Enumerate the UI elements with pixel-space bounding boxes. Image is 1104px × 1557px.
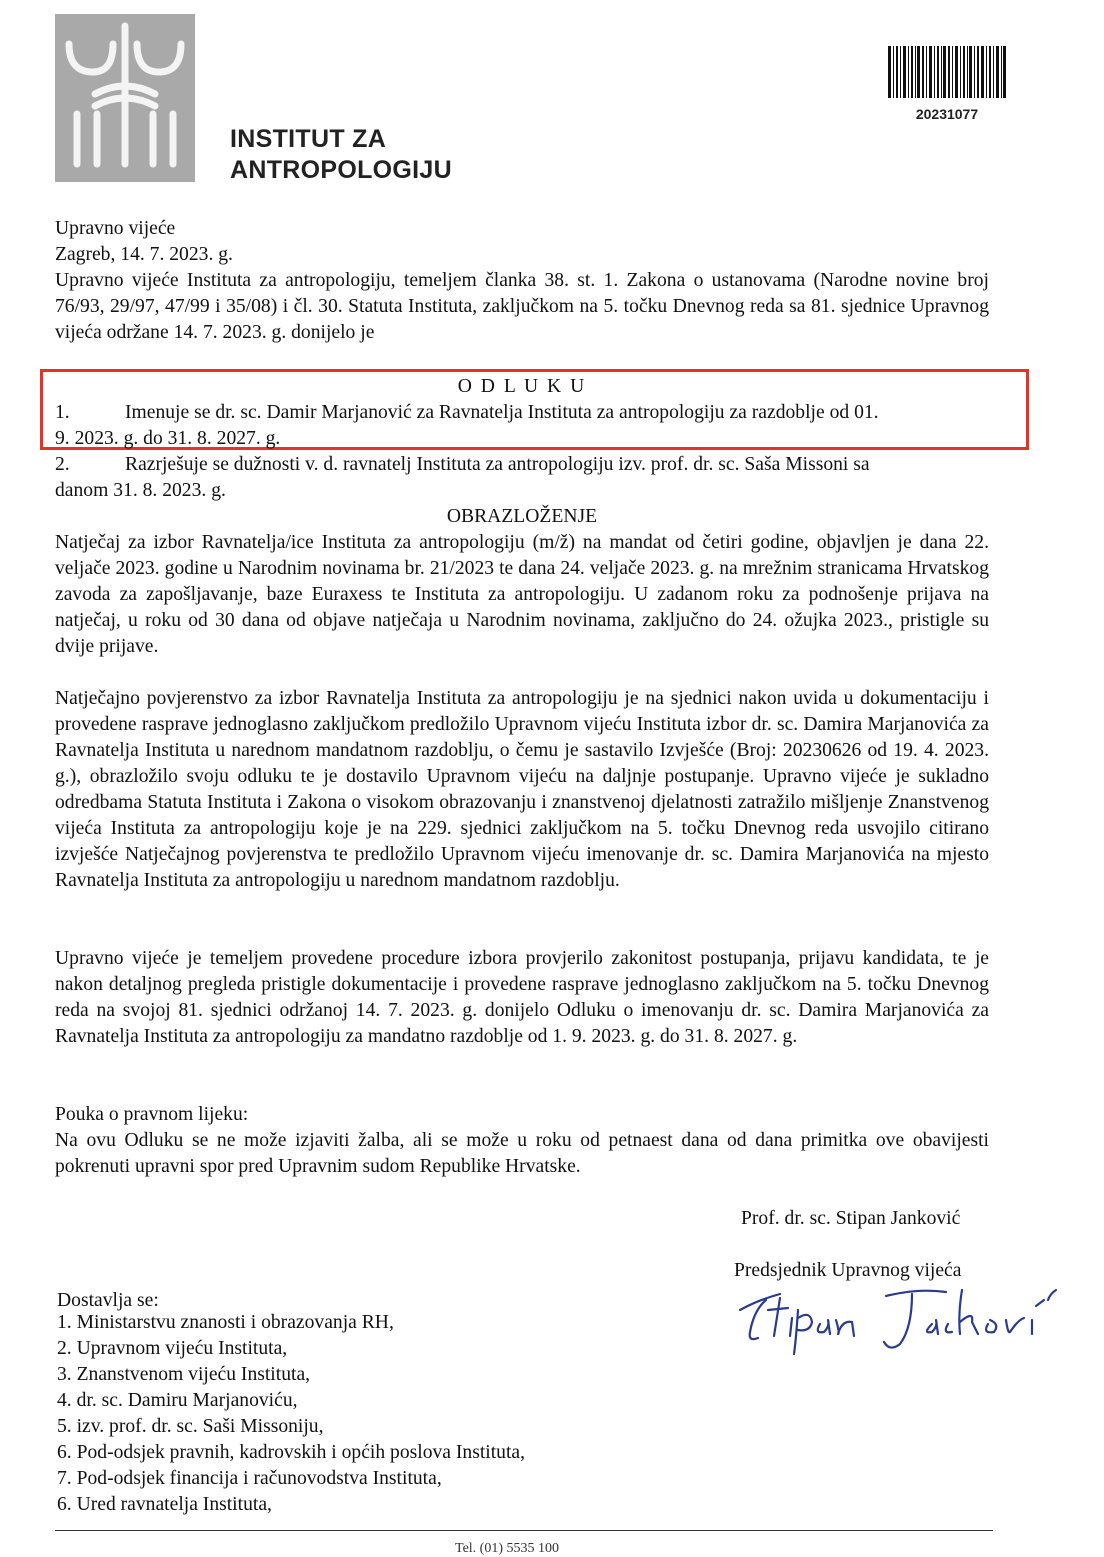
- issuing-body: Upravno vijeće: [55, 218, 176, 239]
- decision-item-1-continuation: 9. 2023. g. do 31. 8. 2027. g.: [55, 428, 281, 449]
- legal-remedy-text: Na ovu Odluku se ne može izjaviti žalba, ali se može u roku od petnaest dana od dana primitka ove obavijesti pokrenuti upravni spor pred Upravnim sudom Republike Hrvatske.: [55, 1130, 989, 1177]
- decision-item-1: [55, 400, 879, 426]
- institute-name: [230, 124, 452, 186]
- institute-logo: [55, 14, 195, 182]
- distribution-list: [57, 1310, 525, 1518]
- distribution-item: 6. Ured ravnatelja Instituta,: [57, 1494, 272, 1515]
- distribution-heading: Dostavlja se:: [57, 1290, 159, 1311]
- distribution-item: 3. Znanstvenom vijeću Instituta,: [57, 1364, 311, 1385]
- preamble-paragraph: Upravno vijeće Instituta za antropologiju, temeljem članka 38. st. 1. Zakona o ustanovama (Narodne novine broj 76/93, 29/97, 47/99 i 35/08) i čl. 30. Statuta Instituta, zaključkom na 5. točku Dnevnog reda sa 81. sjednice Upravnog vijeća održane 14. 7. 2023. g. donijelo je: [55, 270, 989, 343]
- signatory-name: Prof. dr. sc. Stipan Janković: [741, 1208, 961, 1229]
- decision-heading: O D L U K U: [457, 376, 587, 397]
- decision-item-2-text: Razrješuje se dužnosti v. d. ravnatelj Instituta za antropologiju izv. prof. dr. sc. Saša Missoni sa: [125, 454, 870, 475]
- decision-item-1-number: 1.: [55, 402, 70, 423]
- reasoning-paragraph-2: Natječajno povjerenstvo za izbor Ravnatelja Instituta za antropologiju je na sjednici nakon uvida u dokumentaciju i provedene rasprave jednoglasno zaključkom predložilo Upravnom vijeću Instituta izbor dr. sc. Damira Marjanovića za Ravnatelja Instituta u narednom mandatnom razdoblju, o čemu je sastavilo Izvješće (Broj: 20230626 od 19. 4. 2023. g.), obrazložilo svoju odluku te je dostavilo Upravnom vijeću na daljnje postupanje. Upravno vijeće je sukladno odredbama Statuta Instituta i Zakona o visokom obrazovanju i znanstvenoj djelatnosti zatražilo mišljenje Znanstvenog vijeća Instituta za antropologiju koje je na 229. sjednici zaključkom na 5. točku Dnevnog reda usvojilo citirano izvješće Natječajnog povjerenstva te predložilo Upravnom vijeću imenovanje dr. sc. Damira Marjanovića na mjesto Ravnatelja Instituta za antropologiju u narednom mandatnom razdoblju.: [55, 688, 989, 891]
- place-and-date: Zagreb, 14. 7. 2023. g.: [55, 244, 233, 265]
- distribution-item: 5. izv. prof. dr. sc. Saši Missoniju,: [57, 1416, 324, 1437]
- decision-item-2: [55, 452, 870, 478]
- legal-remedy-heading: Pouka o pravnom lijeku:: [55, 1104, 249, 1125]
- decision-item-2-number: 2.: [55, 454, 70, 475]
- distribution-item: 4. dr. sc. Damiru Marjanoviću,: [57, 1390, 298, 1411]
- institute-name-line1: INSTITUT ZA: [230, 125, 387, 153]
- reasoning-paragraph-1: Natječaj za izbor Ravnatelja/ice Instituta za antropologiju (m/ž) na mandat od četiri godine, objavljen je dana 22. veljače 2023. godine u Narodnim novinama br. 21/2023 te dana 24. veljače 2023. g. na mrežnim stranicama Hrvatskog zavoda za zapošljavanje, baze Euraxess te Instituta za antropologiju. U zadanom roku za podnošenje prijava na natječaj, u roku od 30 dana od objave natječaja u Narodnim novinama, zaključno do 24. ožujka 2023., pristigle su dvije prijave.: [55, 532, 989, 657]
- distribution-item: 6. Pod-odsjek pravnih, kadrovskih i općih poslova Instituta,: [57, 1442, 526, 1463]
- barcode-number: 20231077: [915, 106, 979, 122]
- signatory-role: Predsjednik Upravnog vijeća: [734, 1260, 962, 1281]
- footer-telephone: Tel. (01) 5535 100: [455, 1541, 560, 1556]
- distribution-item: 2. Upravnom vijeću Instituta,: [57, 1338, 288, 1359]
- distribution-item: 1. Ministarstvu znanosti i obrazovanja RH,: [57, 1312, 394, 1333]
- distribution-item: 7. Pod-odsjek financija i računovodstva Instituta,: [57, 1468, 442, 1489]
- decision-item-1-text: Imenuje se dr. sc. Damir Marjanović za Ravnatelja Instituta za antropologiju za razdoblje od 01.: [125, 402, 879, 423]
- reasoning-heading: OBRAZLOŽENJE: [446, 506, 598, 527]
- institute-name-line2: ANTROPOLOGIJU: [230, 156, 452, 184]
- handwritten-signature: [736, 1270, 1076, 1360]
- reasoning-paragraph-3: Upravno vijeće je temeljem provedene procedure izbora provjerilo zakonitost postupanja, prijavu kandidata, te je nakon detaljnog pregleda pristigle dokumentacije i provedene rasprave jednoglasno zaključkom na 5. točku Dnevnog reda na svojoj 81. sjednici održanoj 14. 7. 2023. g. donijelo Odluku o imenovanju dr. sc. Damira Marjanovića za Ravnatelja Instituta za antropologiju za mandatno razdoblje od 1. 9. 2023. g. do 31. 8. 2027. g.: [55, 948, 989, 1047]
- footer-divider: [55, 1530, 993, 1531]
- barcode: [888, 46, 1006, 98]
- decision-item-2-continuation: danom 31. 8. 2023. g.: [55, 480, 226, 501]
